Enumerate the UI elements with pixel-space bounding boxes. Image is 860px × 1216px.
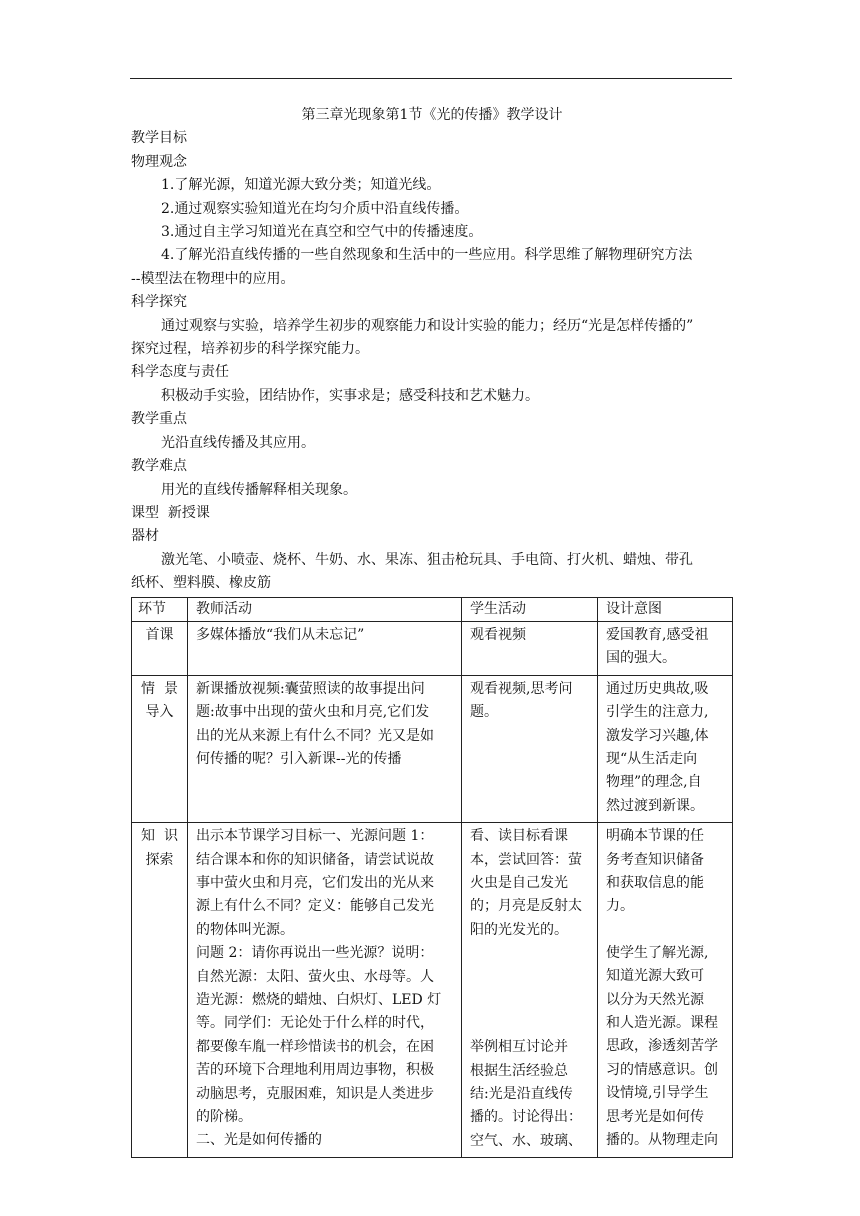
cell-line: 根据生活经验总 (470, 1062, 568, 1079)
cell-line: 动脑思考，克服困难，知识是人类进步 (196, 1085, 434, 1102)
stage-label: 知 识 (141, 828, 178, 845)
lesson-table (131, 597, 733, 1159)
concept-heading: 物理观念 (131, 153, 187, 170)
table-row (132, 675, 733, 822)
cell-line: 激发学习兴趣,体 (606, 727, 709, 744)
intent-cell (598, 823, 733, 1158)
cell-line: 结:光是沿直线传 (470, 1086, 573, 1103)
inquiry-text: 通过观察与实验，培养学生初步的观察能力和设计实验的能力；经历“光是怎样传播的” (161, 317, 694, 334)
stage-label: 首课 (145, 626, 174, 643)
difficult-heading: 教学难点 (131, 458, 187, 475)
student-cell (462, 675, 598, 822)
stage-cell (132, 675, 188, 822)
cell-line: 观看视频,思考问 (470, 680, 573, 697)
cell-line: 的物体叫光源。 (196, 921, 294, 938)
document-body (131, 100, 733, 1158)
cell-line: 知道光源大致可 (606, 968, 704, 985)
intent-cell (598, 675, 733, 822)
cell-line: 都要像车胤一样珍惜读书的机会，在困 (196, 1038, 434, 1055)
cell-line: 结合课本和你的知识储备，请尝试说故 (196, 851, 434, 868)
cell-line: 设情境,引导学生 (606, 1085, 709, 1102)
key-text: 光沿直线传播及其应用。 (161, 434, 315, 451)
cell-line: 的阶梯。 (196, 1109, 252, 1126)
cell-line: 使学生了解光源, (606, 944, 709, 961)
header-cell-stage: 环节 (132, 597, 188, 621)
goals-heading: 教学目标 (131, 130, 187, 147)
stage-label: 导入 (145, 704, 174, 721)
cell-line: 新课播放视频:囊萤照读的故事提出问 (196, 680, 425, 697)
concept-item: 1.了解光源，知道光源大致分类；知道光线。 (161, 177, 441, 194)
cell-line: 本，尝试回答：萤 (470, 851, 582, 868)
cell-line: 以分为天然光源 (606, 991, 704, 1008)
equipment-text-continuation: 纸杯、塑料膜、橡皮筋 (131, 575, 271, 592)
cell-line: 造光源：燃烧的蜡烛、白炽灯、LED 灯 (196, 992, 442, 1009)
cell-spacer (606, 919, 724, 942)
cell-line: 空气、水、玻璃、 (470, 1132, 582, 1149)
cell-line: 爱国教育,感受祖 (606, 626, 709, 643)
concept-item-continuation: --模型法在物理中的应用。 (131, 270, 295, 287)
cell-line: 播的。从物理走向 (606, 1132, 718, 1149)
difficult-text: 用光的直线传播解释相关现象。 (161, 481, 357, 498)
cell-line: 出示本节课学习目标一、光源问题 1： (196, 828, 434, 845)
cell-line: 务考查知识储备 (606, 851, 704, 868)
cell-line: 现“从生活走向 (606, 750, 698, 767)
concept-item: 2.通过观察实验知道光在均匀介质中沿直线传播。 (161, 200, 469, 217)
table-row (132, 823, 733, 1158)
attitude-text: 积极动手实验，团结协作，实事求是；感受科技和艺术魅力。 (161, 387, 539, 404)
cell-line: 的；月亮是反射太 (470, 898, 582, 915)
inquiry-text-continuation: 探究过程，培养初步的科学探究能力。 (131, 341, 369, 358)
cell-line: 多媒体播放“我们从未忘记” (196, 626, 365, 643)
cell-line: 阳的光发光的。 (470, 921, 568, 938)
equipment-text: 激光笔、小喷壶、烧杯、牛奶、水、果冻、狙击枪玩具、手电筒、打火机、蜡烛、带孔 (161, 551, 693, 568)
cell-line: 等。同学们：无论处于什么样的时代， (196, 1015, 434, 1032)
cell-line: 题:故事中出现的萤火虫和月亮,它们发 (196, 704, 430, 721)
cell-line: 引学生的注意力, (606, 704, 709, 721)
student-cell (462, 621, 598, 675)
header-rule (130, 78, 732, 79)
cell-line: 明确本节课的任 (606, 828, 704, 845)
header-cell-intent: 设计意图 (598, 597, 733, 621)
teacher-cell (188, 823, 462, 1158)
table-row (132, 621, 733, 675)
lesson-type: 课型 新授课 (131, 504, 210, 521)
cell-line: 自然光源：太阳、萤火虫、水母等。人 (196, 968, 434, 985)
stage-label: 情 景 (141, 680, 178, 697)
teacher-cell (188, 621, 462, 675)
teacher-cell (188, 675, 462, 822)
cell-line: 思考光是如何传 (606, 1108, 704, 1125)
cell-line: 题。 (470, 704, 498, 721)
cell-line: 习的情感意识。创 (606, 1061, 718, 1078)
stage-cell (132, 823, 188, 1158)
inquiry-heading: 科学探究 (131, 294, 187, 311)
cell-line: 播的。讨论得出： (470, 1109, 582, 1126)
header-cell-student: 学生活动 (462, 597, 598, 621)
cell-spacer (470, 942, 589, 989)
student-cell (462, 823, 598, 1158)
cell-line: 看、读目标看课 (470, 828, 568, 845)
table-header-row (132, 597, 733, 621)
cell-line: 然过渡到新课。 (606, 797, 704, 814)
cell-line: 力。 (606, 898, 634, 915)
concept-item: 4.了解光沿直线传播的一些自然现象和生活中的一些应用。科学思维了解物理研究方法 (161, 247, 693, 264)
cell-line: 和获取信息的能 (606, 875, 704, 891)
cell-line: 火虫是自己发光 (470, 875, 568, 891)
cell-line: 思政，渗透刻苦学 (606, 1038, 718, 1055)
cell-line: 物理”的理念,自 (606, 774, 702, 791)
cell-line: 二、光是如何传播的 (196, 1132, 322, 1149)
cell-spacer (470, 989, 589, 1036)
cell-line: 观看视频 (470, 626, 526, 643)
cell-line: 苦的环境下合理地利用周边事物，积极 (196, 1062, 434, 1079)
cell-line: 和人造光源。课程 (606, 1015, 718, 1032)
stage-cell (132, 621, 188, 675)
cell-line: 通过历史典故,吸 (606, 680, 709, 697)
intent-cell (598, 621, 733, 675)
key-heading: 教学重点 (131, 411, 187, 428)
cell-line: 出的光从来源上有什么不同？光又是如 (196, 727, 434, 744)
header-cell-teacher: 教师活动 (188, 597, 462, 621)
stage-label: 探索 (145, 851, 174, 868)
cell-line: 国的强大。 (606, 650, 676, 667)
attitude-heading: 科学态度与责任 (131, 364, 229, 381)
cell-line: 源上有什么不同？定义：能够自己发光 (196, 898, 434, 915)
document-title: 第三章光现象第1节《光的传播》教学设计 (301, 107, 563, 123)
concept-item: 3.通过自主学习知道光在真空和空气中的传播速度。 (161, 224, 483, 241)
cell-line: 事中萤火虫和月亮，它们发出的光从来 (196, 875, 434, 891)
cell-line: 问题 2：请你再说出一些光源？说明： (196, 945, 434, 962)
equipment-heading: 器材 (131, 528, 159, 545)
cell-line: 举例相互讨论并 (470, 1039, 568, 1056)
cell-line: 何传播的呢？引入新课--光的传播 (196, 750, 402, 767)
